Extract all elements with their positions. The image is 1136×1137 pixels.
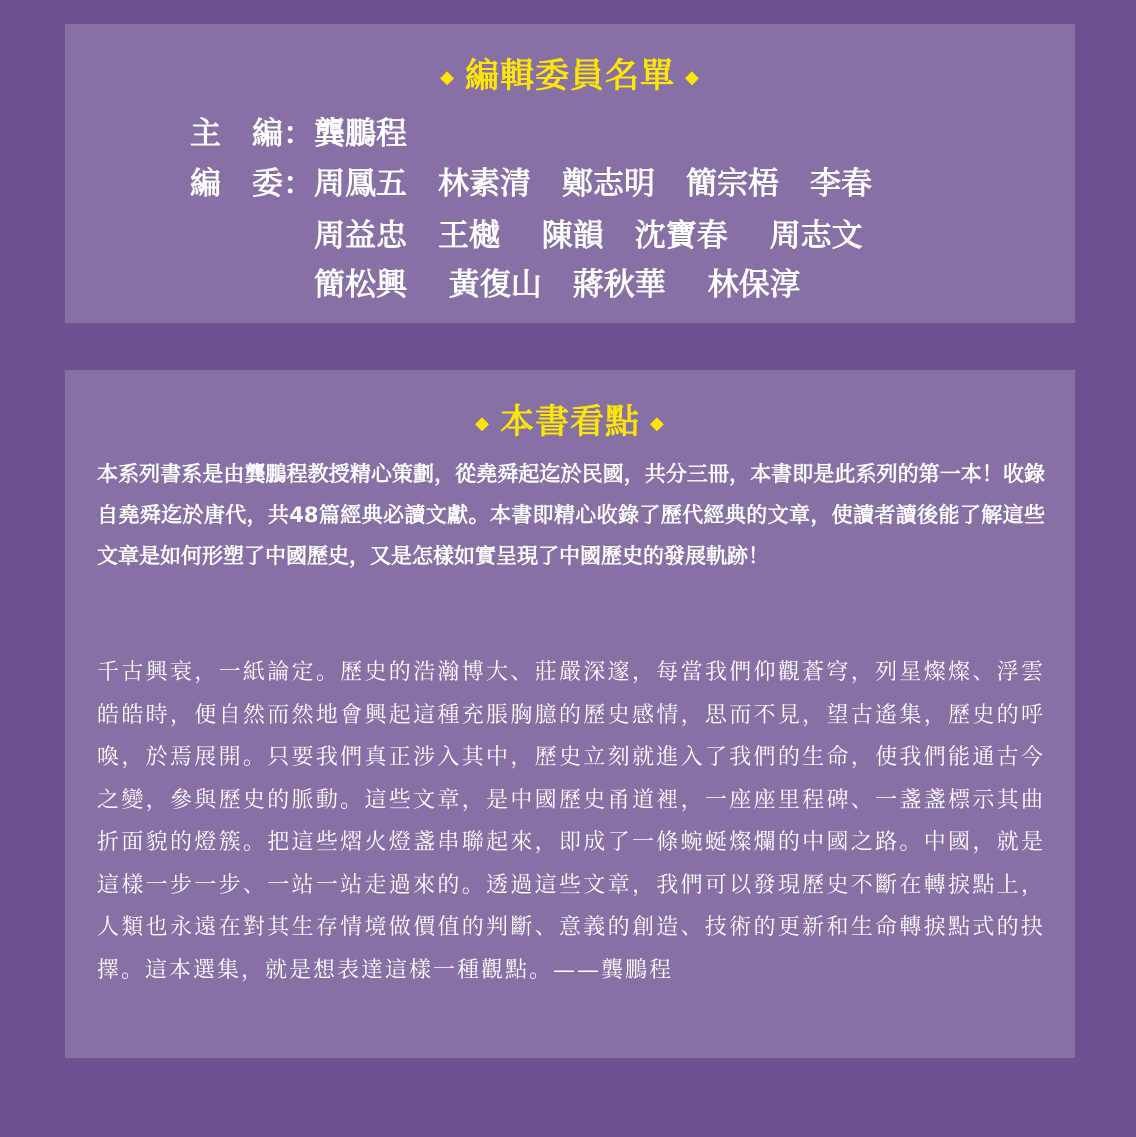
editorial-committee-panel <box>65 24 1075 323</box>
diamond-ornament-icon: ◆ <box>475 412 490 434</box>
book-highlights-title: 本書看點 <box>500 402 640 442</box>
committee-members-line: 編 委：周鳳五 林素清 鄭志明 簡宗梧 李春 <box>190 166 872 202</box>
editor-essay: 千古興衰，一紙論定。歷史的浩瀚博大、莊嚴深邃，每當我們仰觀蒼穹，列星燦燦、浮雲皓皓時，便自然而然地會興起這種充脹胸臆的歷史感情，思而不見，望古遙集，歷史的呼喚，於焉展開。只要我們真正涉入其中，歷史立刻就進入了我們的生命，使我們能通古今之變，參與歷史的脈動。這些文章，是中國歷史甬道裡，一座座里程碑、一盞盞標示其曲折面貌的燈簇。把這些熠火燈盞串聯起來，即成了一條蜿蜒燦爛的中國之路。中國，就是這樣一步一步、一站一站走過來的。透過這些文章，我們可以發現歷史不斷在轉捩點上，人類也永遠在對其生存情境做價值的判斷、意義的創造、技術的更新和生命轉捩點式的抉擇。這本選集，就是想表達這樣一種觀點。——龔鵬程 <box>97 660 1045 983</box>
committee-members-line: 周益忠 王樾 陳韻 沈寶春 周志文 <box>190 218 863 254</box>
series-introduction: 本系列書系是由龔鵬程教授精心策劃，從堯舜起迄於民國，共分三冊，本書即是此系列的第一本！收錄自堯舜迄於唐代，共48篇經典必讀文獻。本書即精心收錄了歷代經典的文章，使讀者讀後能了解這些文章是如何形塑了中國歷史，又是怎樣如實呈現了中國歷史的發展軌跡！ <box>97 462 1045 568</box>
book-highlights-panel <box>65 370 1075 1058</box>
chief-editor-line: 主 編：龔鵬程 <box>190 116 407 152</box>
diamond-ornament-icon: ◆ <box>650 412 665 434</box>
committee-members-line: 簡松興 黃復山 蔣秋華 林保淳 <box>190 267 801 303</box>
editorial-committee-title: 編輯委員名單 <box>465 56 675 96</box>
editorial-committee-heading <box>65 54 1075 100</box>
book-highlights-heading <box>65 400 1075 446</box>
diamond-ornament-icon: ◆ <box>685 66 700 88</box>
diamond-ornament-icon: ◆ <box>440 66 455 88</box>
